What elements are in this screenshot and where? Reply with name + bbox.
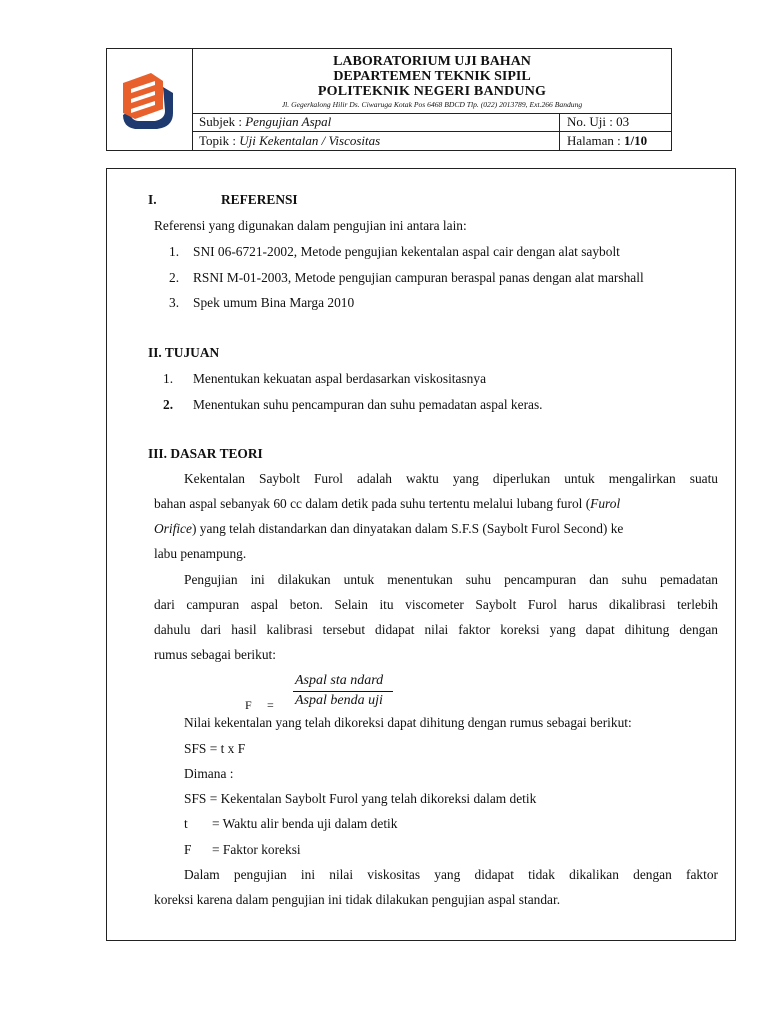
ref-item-2-number: 2. xyxy=(169,270,180,285)
definition-t-symbol: t xyxy=(184,816,188,831)
title-area xyxy=(193,49,671,114)
formula-equals: = xyxy=(267,698,274,712)
paragraph-4-line-2: koreksi karena dalam pengujian ini tidak dilakukan pengujian aspal standar. xyxy=(154,892,561,907)
paragraph-3: Nilai kekentalan yang telah dikoreksi dapat dihitung dengan rumus sebagai berikut: xyxy=(184,715,632,730)
topic-label: Topik : xyxy=(199,133,240,148)
page-number-value: 1/10 xyxy=(624,133,648,148)
paragraph-1-line-2-text: bahan aspal sebanyak 60 cc dalam detik pada suhu tertentu melalui lubang furol ( xyxy=(154,496,591,511)
topic-value: Uji Kekentalan / Viscositas xyxy=(239,133,381,148)
test-number-value: 03 xyxy=(616,114,630,129)
formula-lhs: F xyxy=(245,698,252,712)
section-3-title: III. DASAR TEORI xyxy=(148,446,263,461)
definition-f-symbol: F xyxy=(184,842,192,857)
document-header xyxy=(106,48,672,151)
ref-item-1: SNI 06-6721-2002, Metode pengujian kekentalan aspal cair dengan alat saybolt xyxy=(193,244,620,259)
institution-title: POLITEKNIK NEGERI BANDUNG xyxy=(317,84,547,99)
paragraph-2-line-3: dahulu dari hasil kalibrasi tersebut didapat nilai faktor koreksi yang dapat dihitung dengan xyxy=(154,622,718,637)
department-title: DEPARTEMEN TEKNIK SIPIL xyxy=(333,69,531,84)
goal-item-2: Menentukan suhu pencampuran dan suhu pemadatan aspal keras. xyxy=(193,397,543,412)
sfs-formula: SFS = t x F xyxy=(184,741,246,756)
ref-item-2: RSNI M-01-2003, Metode pengujian campuran beraspal panas dengan alat marshall xyxy=(193,270,644,285)
formula-denominator: Aspal benda uji xyxy=(295,693,383,708)
meta-row-topic xyxy=(193,132,671,150)
section-1-title: REFERENSI xyxy=(221,192,298,207)
section-2-title: II. TUJUAN xyxy=(148,345,220,360)
paragraph-1-line-1: Kekentalan Saybolt Furol adalah waktu yang diperlukan untuk mengalirkan suatu xyxy=(184,471,718,486)
subject-value: Pengujian Aspal xyxy=(245,114,332,129)
test-number-label: No. Uji : xyxy=(567,114,617,129)
page-number-label: Halaman : xyxy=(567,133,625,148)
page-number-cell xyxy=(561,132,671,150)
goal-item-1: Menentukan kekuatan aspal berdasarkan viskositasnya xyxy=(193,371,487,386)
goal-item-1-number: 1. xyxy=(163,371,174,386)
meta-row-subject xyxy=(193,113,671,132)
address-line: Jl. Gegerkalong Hilir Ds. Ciwaruga Kotak Pos 6468 BDCD Tlp. (022) 2013789, Ext.266 Bandung xyxy=(281,100,583,109)
content-box xyxy=(106,168,736,941)
section-1-number: I. xyxy=(148,192,157,207)
paragraph-1-line-3-text: ) yang telah distandarkan dan dinyatakan dalam S.F.S (Saybolt Furol Second) ke xyxy=(191,521,624,536)
paragraph-1-line-3 xyxy=(154,521,623,537)
topic-cell xyxy=(193,132,560,150)
paragraph-2-line-1: Pengujian ini dilakukan untuk menentukan suhu pencampuran dan suhu pemadatan xyxy=(184,572,718,587)
goal-item-2-number: 2. xyxy=(163,397,174,412)
ref-item-1-number: 1. xyxy=(169,244,180,259)
subject-label: Subjek : xyxy=(199,114,246,129)
dimana-label: Dimana : xyxy=(184,766,234,781)
polban-logo-icon xyxy=(117,69,179,133)
paragraph-2-line-2: dari campuran aspal beton. Selain itu viscometer Saybolt Furol harus dikalibrasi terlebih xyxy=(154,597,718,612)
paragraph-1-line-2 xyxy=(154,496,620,512)
logo-cell xyxy=(107,49,193,150)
ref-item-3: Spek umum Bina Marga 2010 xyxy=(193,295,355,310)
paragraph-1-furol-term: Furol xyxy=(590,496,621,511)
lab-title: LABORATORIUM UJI BAHAN xyxy=(333,54,531,69)
subject-cell xyxy=(193,113,560,131)
ref-item-3-number: 3. xyxy=(169,295,180,310)
section-1-intro: Referensi yang digunakan dalam pengujian ini antara lain: xyxy=(154,218,467,233)
formula-numerator: Aspal sta ndard xyxy=(295,673,384,688)
definition-t: = Waktu alir benda uji dalam detik xyxy=(212,816,398,831)
paragraph-4-line-1: Dalam pengujian ini nilai viskositas yang didapat tidak dikalikan dengan faktor xyxy=(184,867,718,882)
paragraph-1-line-4: labu penampung. xyxy=(154,546,247,561)
paragraph-1-orifice-term: Orifice xyxy=(154,521,192,536)
definition-f: = Faktor koreksi xyxy=(212,842,301,857)
definition-sfs: SFS = Kekentalan Saybolt Furol yang telah dikoreksi dalam detik xyxy=(184,791,537,806)
paragraph-2-line-4: rumus sebagai berikut: xyxy=(154,647,276,662)
test-number-cell xyxy=(561,113,671,131)
formula-fraction-bar xyxy=(293,691,393,692)
